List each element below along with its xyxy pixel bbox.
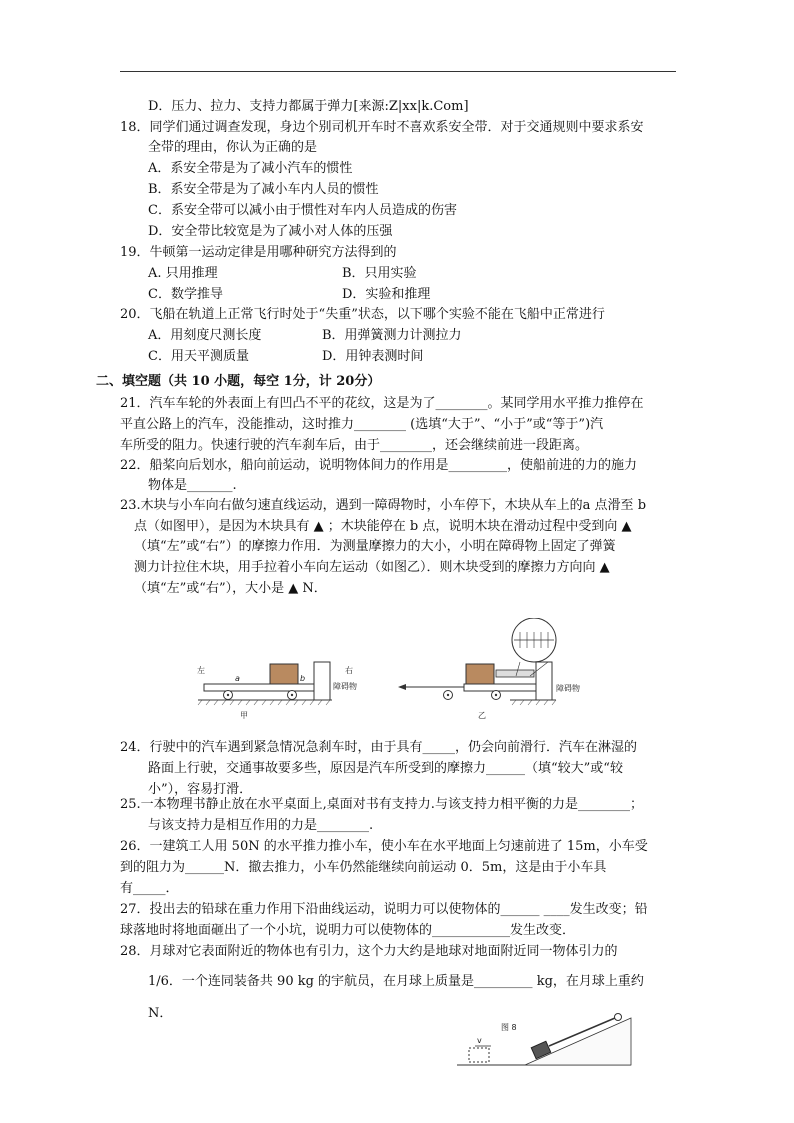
block-a — [270, 664, 298, 684]
question-28-cont1: 1/6．一个连同装备共 90 kg 的宇航员，在月球上质量是_________ kg，在月球上重约 — [148, 974, 644, 989]
obstacle-b — [536, 662, 552, 700]
question-26-cont1: 到的阻力为______N．撤去推力，小车仍然能继续向前运动 0．5m，这是由于小车具 — [120, 860, 607, 875]
question-24: 24．行驶中的汽车遇到紧急情况急刹车时，由于具有_____，仍会向前滑行．汽车在淋湿的 — [120, 740, 638, 755]
option-19b: B．只用实验 — [342, 266, 417, 281]
fig8-label: 图 8 — [501, 1023, 517, 1032]
question-28-cont2: N． — [148, 1006, 173, 1021]
question-22-cont: 物体是_______. — [148, 478, 237, 493]
question-27: 27．投出去的铅球在重力作用下沿曲线运动，说明力可以使物体的______ ____发生改变；铅 — [120, 902, 648, 917]
spring-scale — [496, 670, 534, 677]
wheel-hub — [227, 694, 229, 696]
option-20d: D．用钟表测时间 — [322, 349, 424, 364]
figure-8 — [455, 1010, 635, 1070]
section-title-fill-blank: 二、填空题（共 10 小题，每空 1分，计 20分） — [96, 374, 381, 389]
cart-b — [464, 684, 536, 691]
caption-jia: 甲 — [240, 711, 248, 720]
question-24-cont1: 路面上行驶，交通事故要多些，原因是汽车所受到的摩擦力______（填“较大”或“较 — [148, 761, 623, 776]
figure-23 — [190, 618, 610, 722]
obstacle-a — [314, 662, 330, 700]
dashed-box — [469, 1048, 489, 1062]
question-21: 21．汽车车轮的外表面上有凹凸不平的花纹，这是为了________。某同学用水平推力推停在 — [120, 396, 644, 411]
question-21-cont2: 车所受的阻力。快速行驶的汽车刹车后，由于________，还会继续前进一段距离。 — [120, 438, 589, 453]
option-20b: B．用弹簧测力计测拉力 — [322, 328, 462, 343]
question-26-cont2: 有_____． — [120, 881, 179, 896]
question-23: 23.木块与小车向右做匀速直线运动，遇到一障碍物时，小车停下，木块从车上的a 点滑至 b — [120, 498, 647, 513]
cart-a — [204, 684, 314, 691]
option-19c: C．数学推导 — [148, 287, 223, 302]
option-18a: A．系安全带是为了减小汽车的惯性 — [148, 161, 353, 176]
question-24-cont2: 小”），容易打滑． — [148, 782, 253, 797]
wheel-hub — [291, 694, 293, 696]
question-23-cont2: （填“左”或“右”）的摩擦力作用．为测量摩擦力的大小，小明在障碍物上固定了弹簧 — [134, 539, 616, 554]
question-25-cont: 与该支持力是相互作用的力是________. — [148, 818, 374, 833]
option-19a: A. 只用推理 — [148, 266, 218, 281]
question-21-cont1: 平直公路上的汽车，没能推动，这时推力________ (选填“大于”、“小于”或“等于”)汽 — [120, 417, 604, 432]
wheel-hub — [447, 694, 449, 696]
arrow-left-icon — [398, 684, 406, 690]
point-a: a — [235, 674, 240, 683]
header-rule — [120, 71, 676, 72]
question-20: 20．飞船在轨道上正常飞行时处于“失重”状态，以下哪个实验不能在飞船中正常进行 — [120, 307, 605, 322]
ground-hatch — [198, 700, 330, 705]
obstacle-label-b: 障碍物 — [556, 684, 580, 693]
option-18d: D．安全带比较宽是为了减小对人体的压强 — [148, 224, 393, 239]
velocity-label: v — [477, 1036, 482, 1045]
point-b: b — [300, 674, 306, 683]
question-28: 28．月球对它表面附近的物体也有引力，这个力大约是地球对地面附近同一物体引力的 — [120, 944, 618, 959]
option-20c: C．用天平测质量 — [148, 349, 249, 364]
question-23-cont4: （填“左”或“右”），大小是 ▲ N． — [134, 581, 327, 596]
label-left: 左 — [197, 666, 205, 675]
question-22: 22．船桨向后划水，船向前运动，说明物体间力的作用是_________，使船前进的力的施力 — [120, 458, 638, 473]
question-23-cont3: 测力计拉住木块，用手拉着小车向左运动（如图乙）．则木块受到的摩擦力方向向 ▲ — [134, 560, 610, 575]
label-right: 右 — [345, 666, 353, 675]
slope — [525, 1018, 631, 1065]
question-19: 19．牛顿第一运动定律是用哪种研究方法得到的 — [120, 245, 397, 260]
option-20a: A．用刻度尺测长度 — [148, 328, 262, 343]
wheel-hub — [495, 694, 497, 696]
ground-hatch — [512, 700, 556, 705]
question-26: 26．一建筑工人用 50N 的水平推力推小车，使小车在水平地面上匀速前进了 15m，小车受 — [120, 839, 648, 854]
option-18c: C．系安全带可以减小由于惯性对车内人员造成的伤害 — [148, 203, 457, 218]
question-25: 25.一本物理书静止放在水平桌面上,桌面对书有支持力.与该支持力相平衡的力是________； — [120, 797, 643, 812]
option-17d: D．压力、拉力、支持力都属于弹力[来源:Z|xx|k.Com] — [148, 99, 469, 114]
option-19d: D．实验和推理 — [342, 287, 431, 302]
question-23-cont1: 点（如图甲），是因为木块具有 ▲ ；木块能停在 b 点，说明木块在滑动过程中受到向 ▲ — [134, 519, 632, 534]
block-b — [466, 664, 494, 684]
obstacle-label-a: 障碍物 — [333, 682, 357, 691]
question-27-cont: 球落地时将地面砸出了一个小坑，说明力可以使物体的____________发生改变． — [120, 923, 576, 938]
question-18: 18．同学们通过调查发现，身边个别司机开车时不喜欢系安全带．对于交通规则中要求系安 — [120, 120, 644, 135]
question-18-cont: 全带的理由，你认为正确的是 — [148, 140, 318, 155]
scale-ring — [615, 1014, 622, 1021]
caption-yi: 乙 — [478, 711, 486, 720]
option-18b: B．系安全带是为了减小车内人员的惯性 — [148, 182, 379, 197]
